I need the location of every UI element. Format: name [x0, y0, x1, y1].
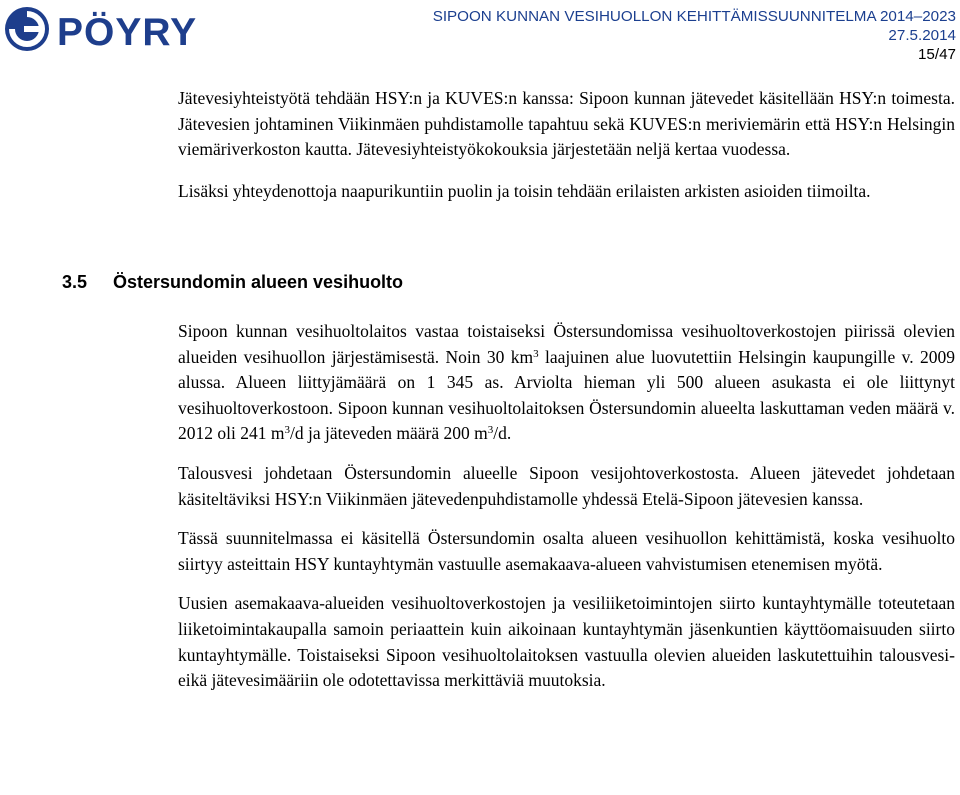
superscript-3: 3 [533, 347, 539, 360]
page-header [0, 0, 960, 70]
section-paragraph-1-part-d: /d. [493, 423, 512, 444]
section-paragraph-3: Tässä suunnitelmassa ei käsitellä Östersundomin osalta alueen vesihuollon kehittämistä, koska vesihuolto siirtyy asteittain HSY kuntayhtymän vastuulle asemakaava-alueen vahvistumisen etenemisen myötä. [178, 528, 955, 574]
poyry-logo [2, 4, 247, 54]
document-title: SIPOON KUNNAN VESIHUOLLON KEHITTÄMISSUUNNITELMA 2014–2023 [432, 8, 956, 25]
header-info [433, 7, 956, 64]
section-title: Östersundomin alueen vesihuolto [113, 272, 404, 292]
intro-paragraph-2: Lisäksi yhteydenottoja naapurikuntiin puolin ja toisin tehdään erilaisten arkisten asioiden tiimoilta. [178, 180, 871, 201]
section-paragraph-1 [178, 319, 955, 447]
section-paragraph-1-part-b: laajuinen alue luovutettiin Helsingin kaupungille v. 2009 alussa. Alueen liittyjämäärä on 1 345 as. Arviolta hieman yli 500 alueen asukasta ei ole liittynyt vesihuoltoverkostoon. Sipoon kunnan vesihuoltolaitoksen Östersundomin alueelta laskuttaman veden määrä v. 2012 oli 241 m [178, 346, 955, 444]
section-paragraph-4: Uusien asemakaava-alueiden vesihuoltoverkostojen ja vesiliiketoimintojen siirto kuntayhtymälle toteutetaan liiketoimintakaupalla samoin periaattein kuin aikoinaan kuntayhtymän jäsenkuntien käyttöomaisuuden siirto kuntayhtymälle. Toistaiseksi Sipoon vesihuoltolaitoksen vastuulla olevien alueiden laskutettuihin talousvesi- eikä jätevesimääriin ole odotettavissa merkittäviä muutoksia. [178, 593, 955, 691]
superscript-3: 3 [487, 424, 494, 437]
section-paragraph-1-part-c: /d ja jäteveden määrä 200 m [289, 423, 488, 444]
intro-paragraph-1: Jätevesiyhteistyötä tehdään HSY:n ja KUVES:n kanssa: Sipoon kunnan jätevedet käsitellään HSY:n toimesta. Jätevesien johtaminen Viikinmäen puhdistamolle tapahtuu sekä KUVES:n meriviemärin että HSY:n Helsingin viemäriverkoston kautta. Jätevesiyhteistyökokouksia järjestetään neljä kertaa vuodessa. [178, 88, 955, 160]
intro-text [178, 86, 955, 204]
section-heading [62, 272, 403, 293]
document-date: 27.5.2014 [888, 27, 956, 44]
poyry-logo-graphic [2, 4, 247, 54]
poyry-mark-icon [5, 7, 49, 51]
logo-wordmark: PÖYRY [57, 11, 198, 54]
section-paragraph-2: Talousvesi johdetaan Östersundomin alueelle Sipoon vesijohtoverkostosta. Alueen jätevedet johdetaan käsiteltäviksi HSY:n Viikinmäen jätevedenpuhdistamolle yhdessä Etelä-Sipoon jätevesien kanssa. [178, 462, 955, 509]
section-number: 3.5 [62, 272, 88, 292]
section-body [178, 319, 955, 694]
section-paragraph-1-part-a: Sipoon kunnan vesihuoltolaitos vastaa toistaiseksi Östersundomissa vesihuoltoverkostojen piirissä olevien alueiden vesihuollon järjestämisestä. Noin 30 km [178, 321, 955, 367]
superscript-3: 3 [284, 424, 290, 437]
page-number: 15/47 [917, 46, 956, 63]
